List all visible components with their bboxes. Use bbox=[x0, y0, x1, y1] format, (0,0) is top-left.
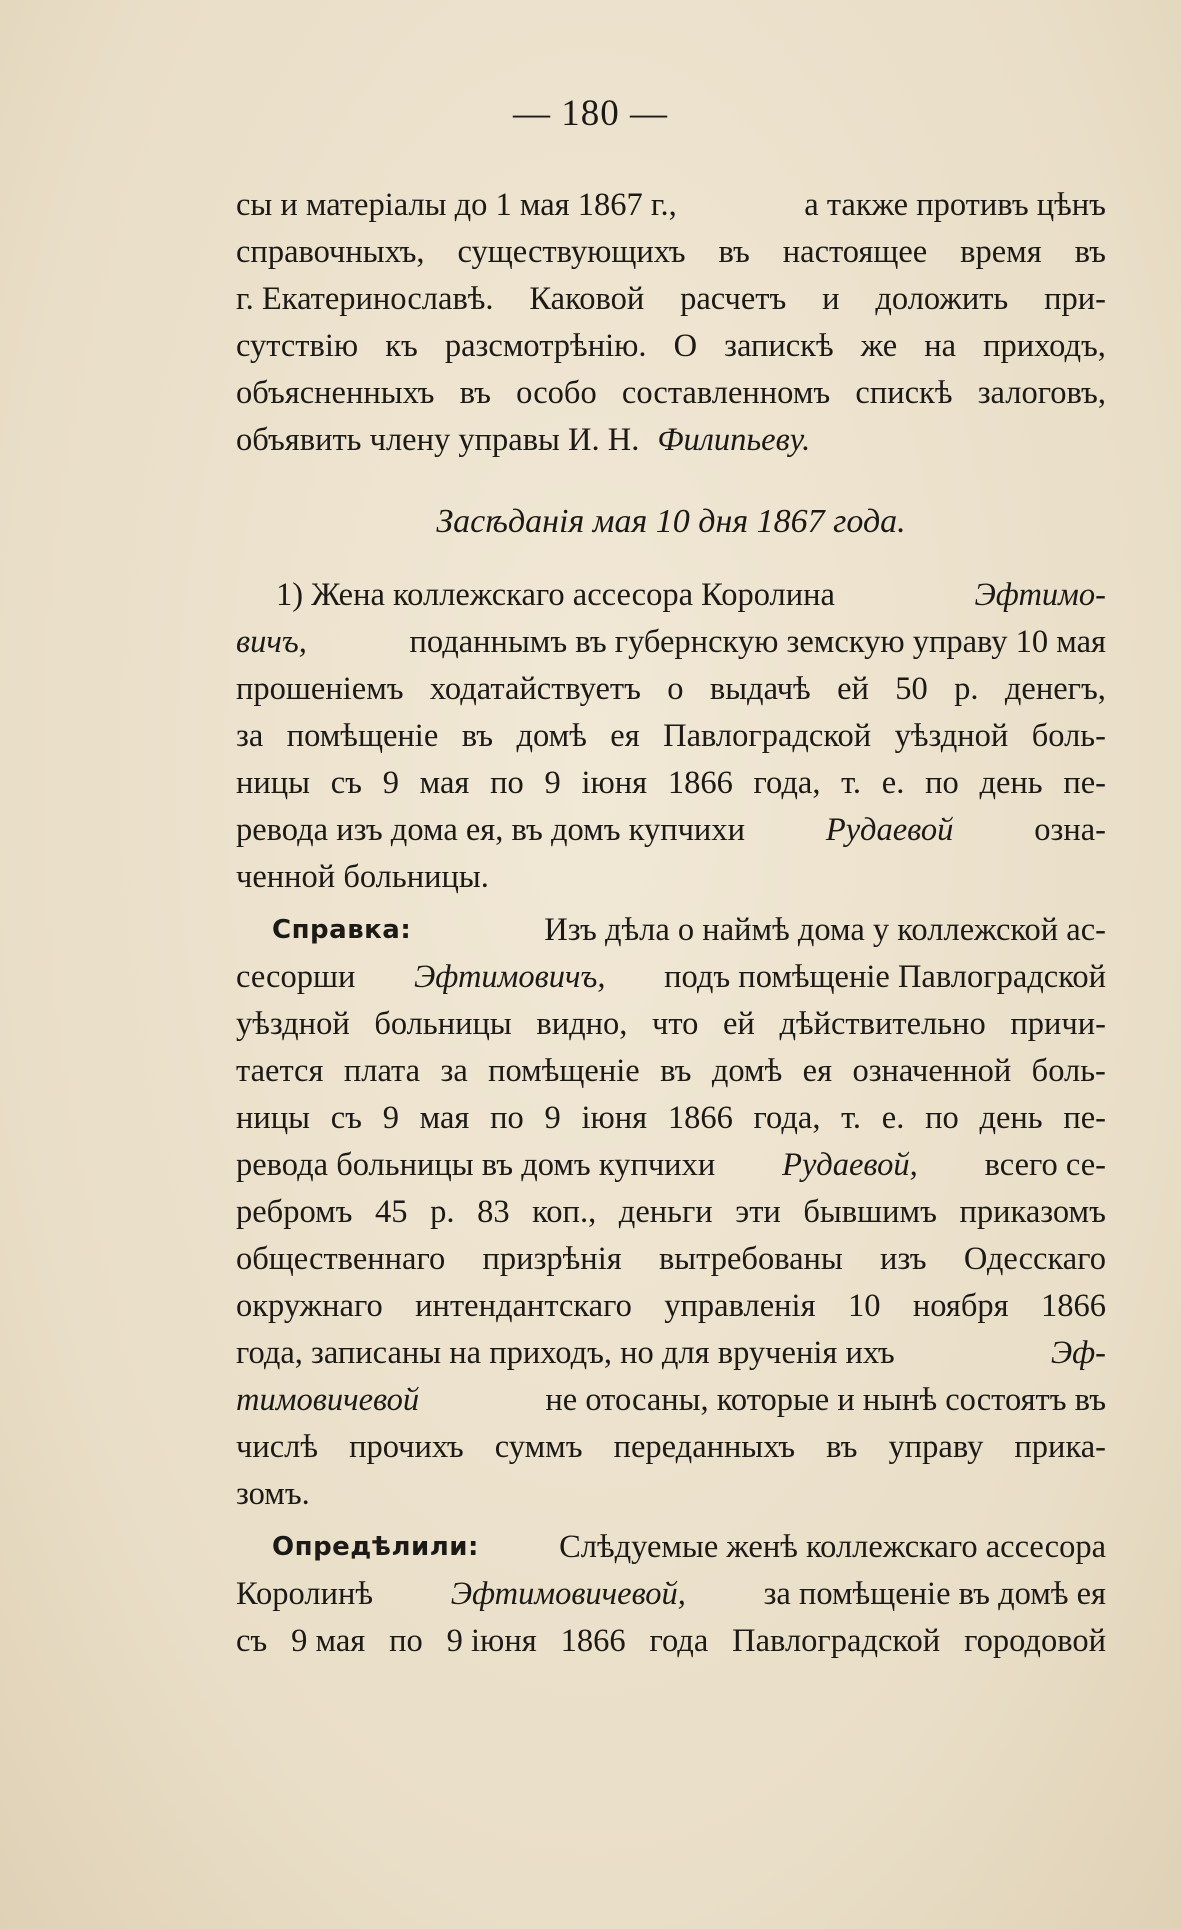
text-line: ребромъ 45 р. 83 коп., деньги эти бывшимъ приказомъ bbox=[236, 1194, 1106, 1230]
text-line: числѣ прочихъ суммъ переданныхъ въ управу прика- bbox=[236, 1429, 1106, 1465]
text-line: объявить члену управы И. Н. Филипьеву. bbox=[236, 417, 1106, 464]
text-line: сутствію къ разсмотрѣнію. О запискѣ же на приходъ, bbox=[236, 328, 1106, 364]
text-line: за помѣщеніе въ домѣ ея Павлоградской уѣздной боль- bbox=[236, 718, 1106, 754]
text-line: тимовичевой не отосаны, которые и нынѣ состоятъ въ bbox=[236, 1382, 1106, 1418]
item-1 bbox=[236, 572, 1106, 901]
text-line: сы и матеріалы до 1 мая 1867 г., а также противъ цѣнъ bbox=[236, 187, 1106, 223]
text-line: ницы съ 9 мая по 9 іюня 1866 года, т. е. по день пе- bbox=[236, 1100, 1106, 1136]
text-line: сесорши Эфтимовичъ, подъ помѣщеніе Павлоградской bbox=[236, 959, 1106, 995]
text-line: объясненныхъ въ особо составленномъ спискѣ залоговъ, bbox=[236, 375, 1106, 411]
reference-label: Справка: bbox=[272, 915, 412, 945]
text-line: уѣздной больницы видно, что ей дѣйствительно причи- bbox=[236, 1006, 1106, 1042]
reference-note bbox=[236, 907, 1106, 1518]
text-line: ченной больницы. bbox=[236, 859, 489, 895]
text-line: общественнаго призрѣнія вытребованы изъ Одесскаго bbox=[236, 1241, 1106, 1277]
person-name: Филипьеву. bbox=[657, 422, 811, 458]
text-line: ревода изъ дома ея, въ домъ купчихи Рудаевой озна- bbox=[236, 812, 1106, 848]
section-1 bbox=[236, 182, 1106, 464]
text-line: окружнаго интендантскаго управленія 10 ноября 1866 bbox=[236, 1288, 1106, 1324]
resolution bbox=[236, 1524, 1106, 1665]
body-text bbox=[236, 182, 1106, 1665]
text-line: ницы съ 9 мая по 9 іюня 1866 года, т. е. по день пе- bbox=[236, 765, 1106, 801]
page-number: — 180 — bbox=[513, 93, 668, 134]
text-line: года, записаны на приходъ, но для врученія ихъ Эф- bbox=[236, 1335, 1106, 1371]
session-heading: Засѣданія мая 10 дня 1867 года. bbox=[436, 503, 906, 540]
text-line: прошеніемъ ходатайствуетъ о выдачѣ ей 50 р. денегъ, bbox=[236, 671, 1106, 707]
text-line: Опредѣлили: Слѣдуемые женѣ коллежскаго ассесора bbox=[236, 1524, 1106, 1571]
text-line: тается плата за помѣщеніе въ домѣ ея означенной боль- bbox=[236, 1053, 1106, 1089]
text-line: зомъ. bbox=[236, 1476, 310, 1512]
text-line: съ 9 мая по 9 іюня 1866 года Павлоградской городовой bbox=[236, 1623, 1106, 1659]
text-line: г. Екатеринославѣ. Каковой расчетъ и доложить при- bbox=[236, 281, 1106, 317]
text-line: Справка: Изъ дѣла о наймѣ дома у коллежской ас- bbox=[236, 907, 1106, 954]
text-line: ревода больницы въ домъ купчихи Рудаевой, всего се- bbox=[236, 1147, 1106, 1183]
text-line: Королинѣ Эфтимовичевой, за помѣщеніе въ домѣ ея bbox=[236, 1576, 1106, 1612]
resolution-label: Опредѣлили: bbox=[272, 1532, 479, 1562]
text-line: справочныхъ, существующихъ въ настоящее время въ bbox=[236, 234, 1106, 270]
text-line: вичъ, поданнымъ въ губернскую земскую управу 10 мая bbox=[236, 624, 1106, 660]
text-line: 1) Жена коллежскаго ассесора Королина Эфтимо- bbox=[276, 577, 1106, 613]
